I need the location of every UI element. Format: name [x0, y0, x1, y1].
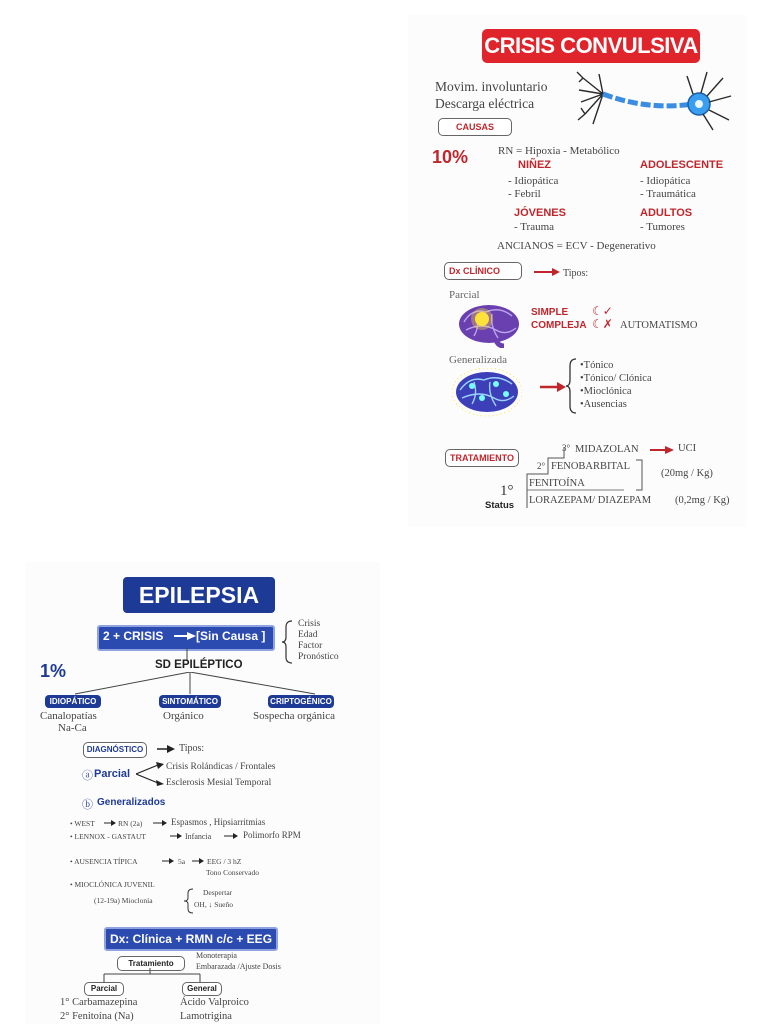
ausencia-c: Tono Conservado — [206, 868, 260, 877]
ninez-item: - Febril — [508, 188, 541, 200]
generalizada-label: Generalizada — [449, 354, 508, 366]
simple-check: ☾✓ — [592, 304, 613, 318]
compleja-label: COMPLEJA — [531, 320, 587, 331]
step-2: 2° — [537, 461, 546, 471]
trat-item: Embarazada /Ajuste Dosis — [196, 962, 281, 971]
brace-item: Edad — [298, 630, 318, 640]
simple-label: SIMPLE — [531, 307, 569, 318]
parcial-item: Esclerosis Mesial Temporal — [166, 778, 272, 788]
dose-20mg: (20mg / Kg) — [661, 468, 713, 479]
dx-clinico-label: Dx CLÍNICO — [444, 262, 522, 280]
trat-item: Monoterapia — [196, 951, 237, 960]
tree-lines-2 — [100, 968, 220, 982]
status-label: Status — [485, 500, 515, 511]
lennox-a: Infancia — [185, 832, 212, 841]
fenitoina: FENITOÍNA — [529, 478, 585, 489]
brace-icon — [566, 358, 578, 414]
step-3: 3° — [562, 443, 571, 453]
idiopatico-tag: IDIOPÁTICO — [45, 695, 101, 708]
ninez-heading: NIÑEZ — [518, 159, 551, 171]
crisis-title: CRISIS CONVULSIVA — [482, 29, 700, 63]
arrow-right-icon — [192, 858, 204, 864]
idiopatico-desc2: Na-Ca — [58, 722, 87, 734]
dose-02mg: (0,2mg / Kg) — [675, 495, 730, 506]
lennox-b: Polimorfo RPM — [243, 830, 301, 840]
adultos-heading: ADULTOS — [640, 207, 693, 219]
adultos-item: - Tumores — [640, 221, 685, 233]
arrow-right-icon — [650, 446, 674, 454]
crisis-pct: 10% — [432, 147, 469, 167]
fenobarbital: FENOBARBITAL — [551, 461, 631, 472]
crisis-def2: Descarga eléctrica — [435, 96, 535, 111]
arrow-right-icon — [174, 632, 196, 640]
diagnostico-label: DIAGNÓSTICO — [83, 742, 147, 758]
brain-generalized-icon — [452, 368, 522, 418]
arrow-right-icon — [170, 833, 182, 839]
arrow-right-icon — [162, 858, 174, 864]
adolescente-item: - Idiopática — [640, 175, 691, 187]
mio-item: Despertar — [203, 888, 233, 897]
a-marker: ⓐ — [82, 770, 93, 782]
tratamiento-label-2: Tratamiento — [117, 956, 185, 971]
sintomatico-desc: Orgánico — [163, 710, 204, 722]
generalizados-heading: Generalizados — [97, 797, 166, 808]
mio-item: OH, ↓ Sueño — [194, 900, 233, 909]
arrow-right-icon — [224, 833, 238, 839]
parcial-heading: Parcial — [94, 768, 131, 780]
gen-item: •Mioclónica — [580, 386, 632, 397]
brace-item: Crisis — [298, 619, 321, 629]
ausencia: • AUSENCIA TÍPICA — [70, 857, 138, 866]
lorazepam: LORAZEPAM/ DIAZEPAM — [529, 495, 652, 506]
arrow-right-icon — [534, 268, 560, 276]
ausencia-a: 5a — [178, 857, 186, 866]
west-a: RN (2a) — [118, 819, 143, 828]
criptogenico-desc: Sospecha orgánica — [253, 710, 335, 722]
fork-arrow-icon — [136, 762, 166, 786]
epilepsia-pct: 1% — [40, 661, 67, 681]
formula-text: 2 + CRISIS — [103, 629, 164, 643]
brace-icon — [282, 620, 294, 664]
arrow-right-icon — [153, 820, 167, 826]
parcial-drug: 1° Carbamazepina — [60, 997, 138, 1008]
west-b: Espasmos , Hipsiarritmias — [171, 817, 266, 827]
epilepsia-title: EPILEPSIA — [123, 577, 275, 613]
tipos-label-2: Tipos: — [179, 743, 205, 754]
b-marker: ⓑ — [82, 799, 93, 811]
tipos-label: Tipos: — [563, 268, 589, 279]
ninez-item: - Idiopática — [508, 175, 559, 187]
gen-item: •Tónico/ Clónica — [580, 373, 652, 384]
west: • WEST — [70, 819, 95, 828]
neuron-icon — [575, 68, 735, 136]
criptogenico-tag: CRIPTOGÉNICO — [268, 695, 334, 708]
step-1: 1° — [500, 483, 514, 499]
gen-item: •Tónico — [580, 360, 614, 371]
dx-bar: Dx: Clínica + RMN c/c + EEG — [104, 927, 278, 951]
mioclonica-sub: (12-19a) Mioclonía — [94, 896, 153, 905]
idiopatico-desc: Canalopatías — [40, 710, 97, 722]
tratamiento-label: TRATAMIENTO — [445, 449, 519, 467]
sintomatico-tag: SINTOMÁTICO — [159, 695, 221, 708]
general-drug: Ácido Valproico — [180, 997, 249, 1008]
arrow-right-icon — [540, 382, 566, 392]
jovenes-heading: JÓVENES — [514, 207, 566, 219]
midazolan: MIDAZOLAN — [575, 444, 639, 455]
uci: UCI — [678, 443, 697, 454]
ancianos-line: ANCIANOS = ECV - Degenerativo — [497, 240, 656, 252]
general-drug: Lamotrigina — [180, 1011, 232, 1022]
arrow-right-icon — [157, 745, 175, 753]
parcial-label: Parcial — [449, 289, 480, 301]
automatismo-label: AUTOMATISMO — [620, 320, 698, 331]
sd-epileptico: SD EPILÉPTICO — [155, 659, 243, 671]
adolescente-item: - Traumática — [640, 188, 696, 200]
compleja-x: ☾✗ — [592, 317, 613, 331]
gen-item: •Ausencias — [580, 399, 627, 410]
ausencia-b: EEG / 3 hZ — [207, 857, 242, 866]
adolescente-heading: ADOLESCENTE — [640, 159, 724, 171]
brace-item: Pronóstico — [298, 652, 339, 662]
jovenes-item: - Trauma — [514, 221, 555, 233]
brace-item: Factor — [298, 641, 323, 651]
sin-causa-text: [Sin Causa ] — [196, 629, 266, 643]
lennox: • LENNOX - GASTAUT — [70, 832, 146, 841]
parcial-tag: Parcial — [84, 982, 124, 996]
brain-partial-icon — [456, 302, 522, 348]
parcial-drug: 2° Fenitoína (Na) — [60, 1011, 134, 1022]
arrow-right-icon — [104, 820, 116, 826]
crisis-def1: Movim. involuntario — [435, 79, 548, 94]
parcial-item: Crisis Rolándicas / Frontales — [166, 762, 276, 772]
causas-label: CAUSAS — [438, 118, 512, 136]
brace-icon — [184, 888, 194, 914]
mioclonica: • MIOCLÓNICA JUVENIL — [70, 880, 155, 889]
rn-line: RN = Hipoxia - Metabólico — [498, 145, 620, 157]
general-tag: General — [182, 982, 222, 996]
